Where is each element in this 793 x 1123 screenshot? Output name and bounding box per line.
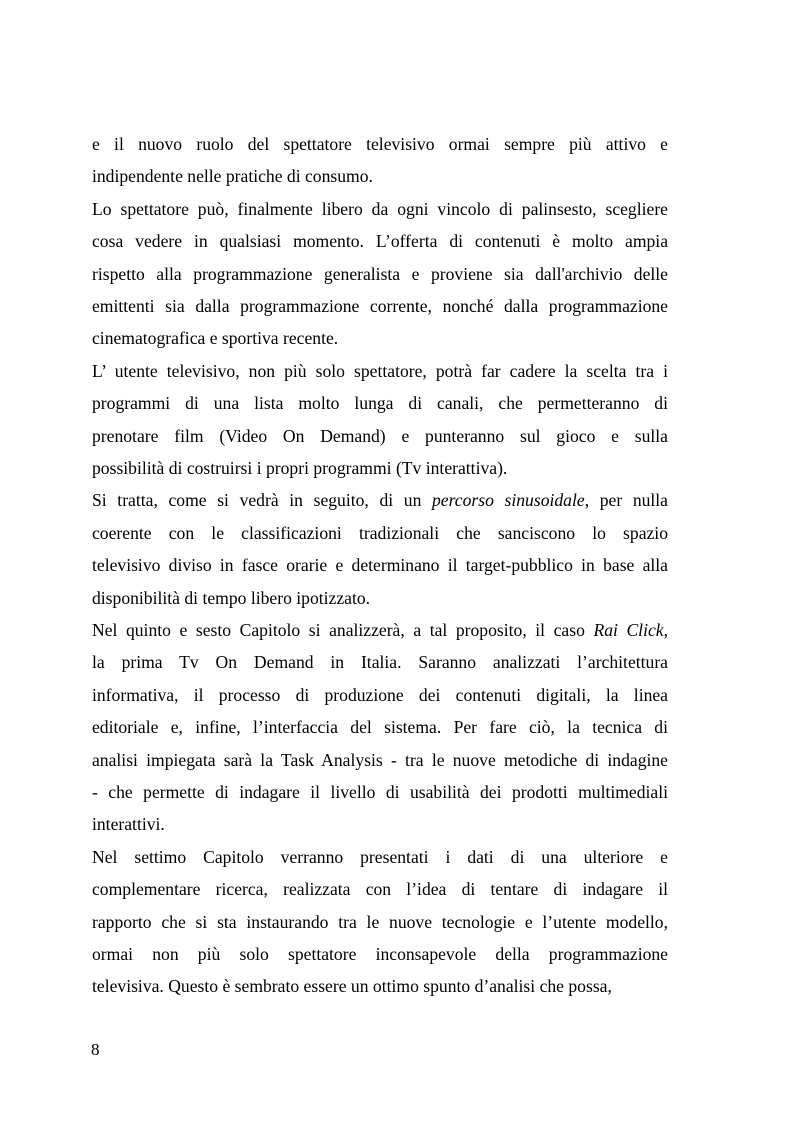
text-line — [92, 458, 668, 478]
text-line — [92, 620, 668, 640]
text-line — [92, 976, 668, 996]
text-run: televisivo diviso in fasce orarie e determinano il target-pubblico in base alla — [92, 555, 668, 576]
text-run: , per nulla — [584, 490, 668, 511]
text-run: cinematografica e sportiva recente. — [92, 328, 339, 349]
text-line — [92, 588, 668, 608]
text-run: e il nuovo ruolo del spettatore televisivo ormai sempre più attivo e — [92, 134, 668, 154]
text-line — [92, 944, 668, 964]
text-run: emittenti sia dalla programmazione corrente, nonché dalla programmazione — [92, 296, 668, 316]
text-line — [92, 523, 668, 543]
text-run: , — [663, 620, 668, 640]
text-run: L’ utente televisivo, non più solo spettatore, potrà far cadere la scelta tra i — [92, 360, 668, 381]
text-run: editoriale e, infine, l’interfaccia del sistema. Per fare ciò, la tecnica di — [92, 717, 668, 738]
italic-text: percorso sinusoidale — [432, 490, 585, 511]
text-run: Nel quinto e sesto Capitolo si analizzerà, a tal proposito, il caso — [92, 620, 594, 640]
text-run: ormai non più solo spettatore inconsapevole della programmazione — [92, 944, 668, 964]
text-run: prenotare film (Video On Demand) e punteranno sul gioco e sulla — [92, 425, 668, 446]
text-line — [92, 426, 668, 446]
text-run: disponibilità di tempo libero ipotizzato. — [92, 587, 371, 608]
text-line — [92, 134, 668, 154]
text-run: possibilità di costruirsi i propri programmi (Tv interattiva). — [92, 458, 508, 478]
text-line — [92, 717, 668, 737]
text-run: rapporto che si sta instaurando tra le nuove tecnologie e l’utente modello, — [92, 911, 668, 932]
text-line — [92, 328, 668, 348]
text-line — [92, 652, 668, 672]
text-line — [92, 750, 668, 770]
text-line — [92, 166, 668, 186]
text-run: rispetto alla programmazione generalista e proviene sia dall'archivio delle — [92, 263, 668, 284]
text-line — [92, 264, 668, 284]
text-run: complementare ricerca, realizzata con l’idea di tentare di indagare il — [92, 879, 668, 900]
text-line — [92, 879, 668, 899]
text-run: informativa, il processo di produzione dei contenuti digitali, la linea — [92, 684, 668, 705]
text-run: indipendente nelle pratiche di consumo. — [92, 166, 373, 187]
text-line — [92, 782, 668, 802]
text-run: coerente con le classificazioni tradizionali che sanciscono lo spazio — [92, 522, 668, 543]
text-run: televisiva. Questo è sembrato essere un ottimo spunto d’analisi che possa, — [92, 976, 612, 997]
text-line — [92, 847, 668, 867]
text-line — [92, 490, 668, 510]
text-line — [92, 361, 668, 381]
text-run: interattivi. — [92, 814, 165, 835]
text-line — [92, 814, 668, 834]
text-run: Nel settimo Capitolo verranno presentati i dati di una ulteriore e — [92, 846, 668, 867]
italic-text: Rai Click — [593, 620, 664, 640]
text-run: programmi di una lista molto lunga di canali, che permetteranno di — [92, 393, 668, 414]
text-line — [92, 555, 668, 575]
text-line — [92, 296, 668, 316]
text-run: analisi impiegata sarà la Task Analysis - tra le nuove metodiche di indagine — [92, 749, 668, 770]
text-line — [92, 685, 668, 705]
text-run: la prima Tv On Demand in Italia. Saranno analizzati l’architettura — [92, 652, 668, 673]
text-line — [92, 912, 668, 932]
text-line — [92, 231, 668, 251]
page-number: 8 — [91, 1040, 100, 1059]
text-run: Si tratta, come si vedrà in seguito, di un — [92, 490, 432, 511]
text-line — [92, 199, 668, 219]
text-line — [92, 393, 668, 413]
text-run: cosa vedere in qualsiasi momento. L’offerta di contenuti è molto ampia — [92, 231, 668, 252]
text-run: Lo spettatore può, finalmente libero da ogni vincolo di palinsesto, scegliere — [92, 198, 668, 219]
text-run: - che permette di indagare il livello di usabilità dei prodotti multimediali — [92, 782, 668, 802]
